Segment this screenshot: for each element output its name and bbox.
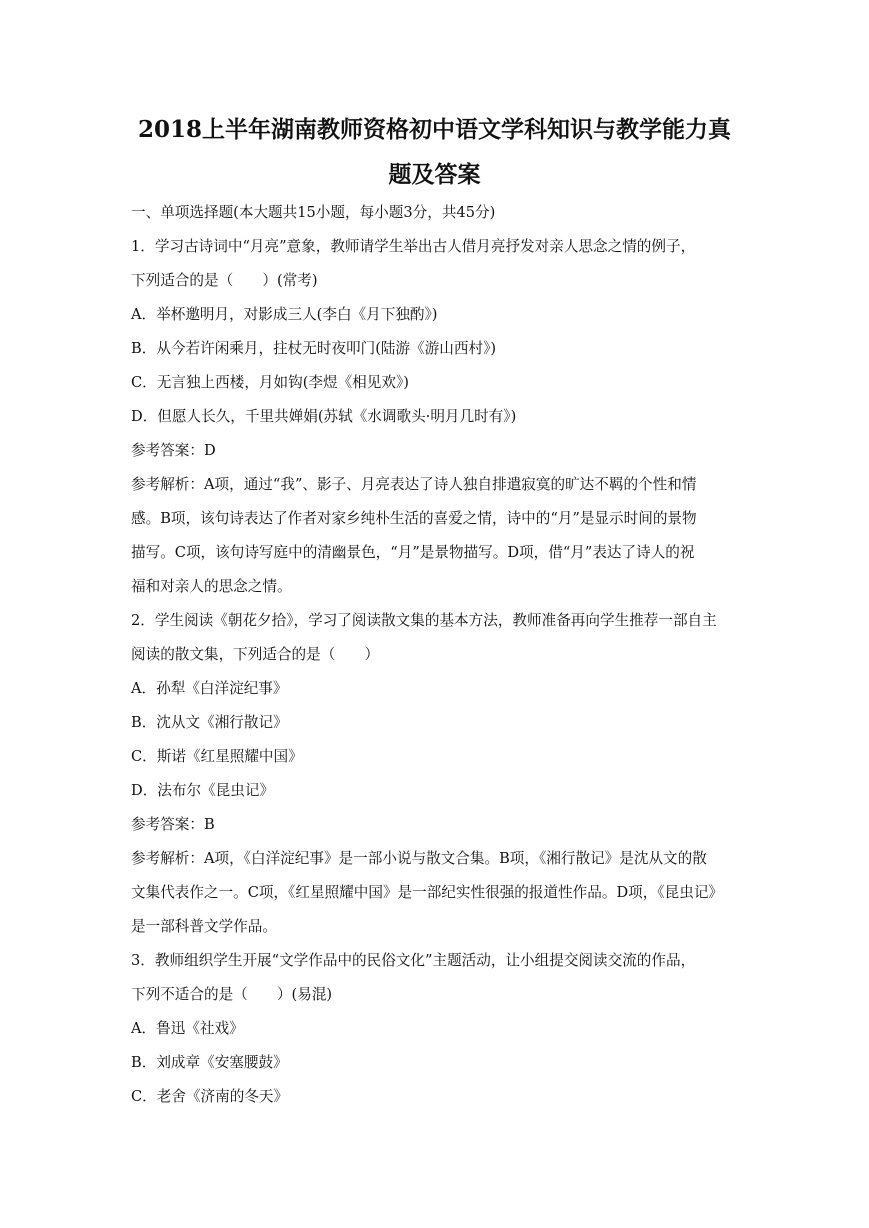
question-2-analysis-line-2: 文集代表作之一。C项，《红星照耀中国》是一部纪实性很强的报道性作品。D项，《昆虫记》 — [131, 884, 724, 901]
question-2-option-c: C．斯诺《红星照耀中国》 — [131, 748, 303, 765]
question-1-analysis-line-4: 福和对亲人的思念之情。 — [131, 578, 292, 595]
document-title-line-2: 题及答案 — [388, 161, 481, 188]
question-2-option-d: D．法布尔《昆虫记》 — [131, 782, 275, 799]
question-1-option-a: A．举杯邀明月，对影成三人(李白《月下独酌》) — [131, 306, 438, 323]
question-2-option-b: B．沈从文《湘行散记》 — [131, 714, 288, 731]
document-title-line-1: 2018上半年湖南教师资格初中语文学科知识与教学能力真 — [137, 116, 731, 143]
question-1-option-d: D．但愿人长久，千里共婵娟(苏轼《水调歌头·明月几时有》) — [131, 408, 517, 425]
question-1-stem-line-1: 1．学习古诗词中“月亮”意象，教师请学生举出古人借月亮抒发对亲人思念之情的例子， — [131, 238, 696, 255]
question-1-analysis-line-1: 参考解析：A项，通过“我”、影子、月亮表达了诗人独自排遣寂寞的旷达不羁的个性和情 — [131, 476, 697, 493]
question-3-stem-line-1: 3．教师组织学生开展“文学作品中的民俗文化”主题活动，让小组提交阅读交流的作品， — [131, 952, 696, 969]
question-3-option-c: C．老舍《济南的冬天》 — [131, 1088, 289, 1105]
question-2-analysis-line-1: 参考解析：A项，《白洋淀纪事》是一部小说与散文合集。B项，《湘行散记》是沈从文的散 — [131, 850, 707, 867]
section-heading: 一、单项选择题(本大题共15小题，每小题3分，共45分) — [131, 204, 496, 221]
question-3-option-b: B．刘成章《安塞腰鼓》 — [131, 1054, 288, 1071]
question-1-answer: 参考答案：D — [131, 442, 216, 459]
question-3-option-a: A．鲁迅《社戏》 — [131, 1020, 244, 1037]
question-2-answer: 参考答案：B — [131, 816, 215, 833]
question-2-option-a: A．孙犁《白洋淀纪事》 — [131, 680, 288, 697]
question-3-stem-line-2: 下列不适合的是（ ）(易混) — [131, 986, 333, 1003]
question-1-analysis-line-3: 描写。C项，该句诗写庭中的清幽景色，“月”是景物描写。D项，借“月”表达了诗人的祝 — [131, 544, 695, 561]
question-1-option-b: B．从今若许闲乘月，拄杖无时夜叩门(陆游《游山西村》) — [131, 340, 497, 357]
question-1-option-c: C．无言独上西楼，月如钩(李煜《相见欢》) — [131, 374, 409, 391]
question-2-stem-line-2: 阅读的散文集，下列适合的是（ ） — [131, 646, 380, 663]
question-1-stem-line-2: 下列适合的是（ ）(常考) — [131, 272, 318, 289]
question-1-analysis-line-2: 感。B项，该句诗表达了作者对家乡纯朴生活的喜爱之情，诗中的“月”是显示时间的景物 — [131, 510, 697, 527]
question-2-stem-line-1: 2．学生阅读《朝花夕拾》，学习了阅读散文集的基本方法，教师准备再向学生推荐一部自主 — [131, 612, 717, 629]
question-2-analysis-line-3: 是一部科普文学作品。 — [131, 918, 277, 935]
